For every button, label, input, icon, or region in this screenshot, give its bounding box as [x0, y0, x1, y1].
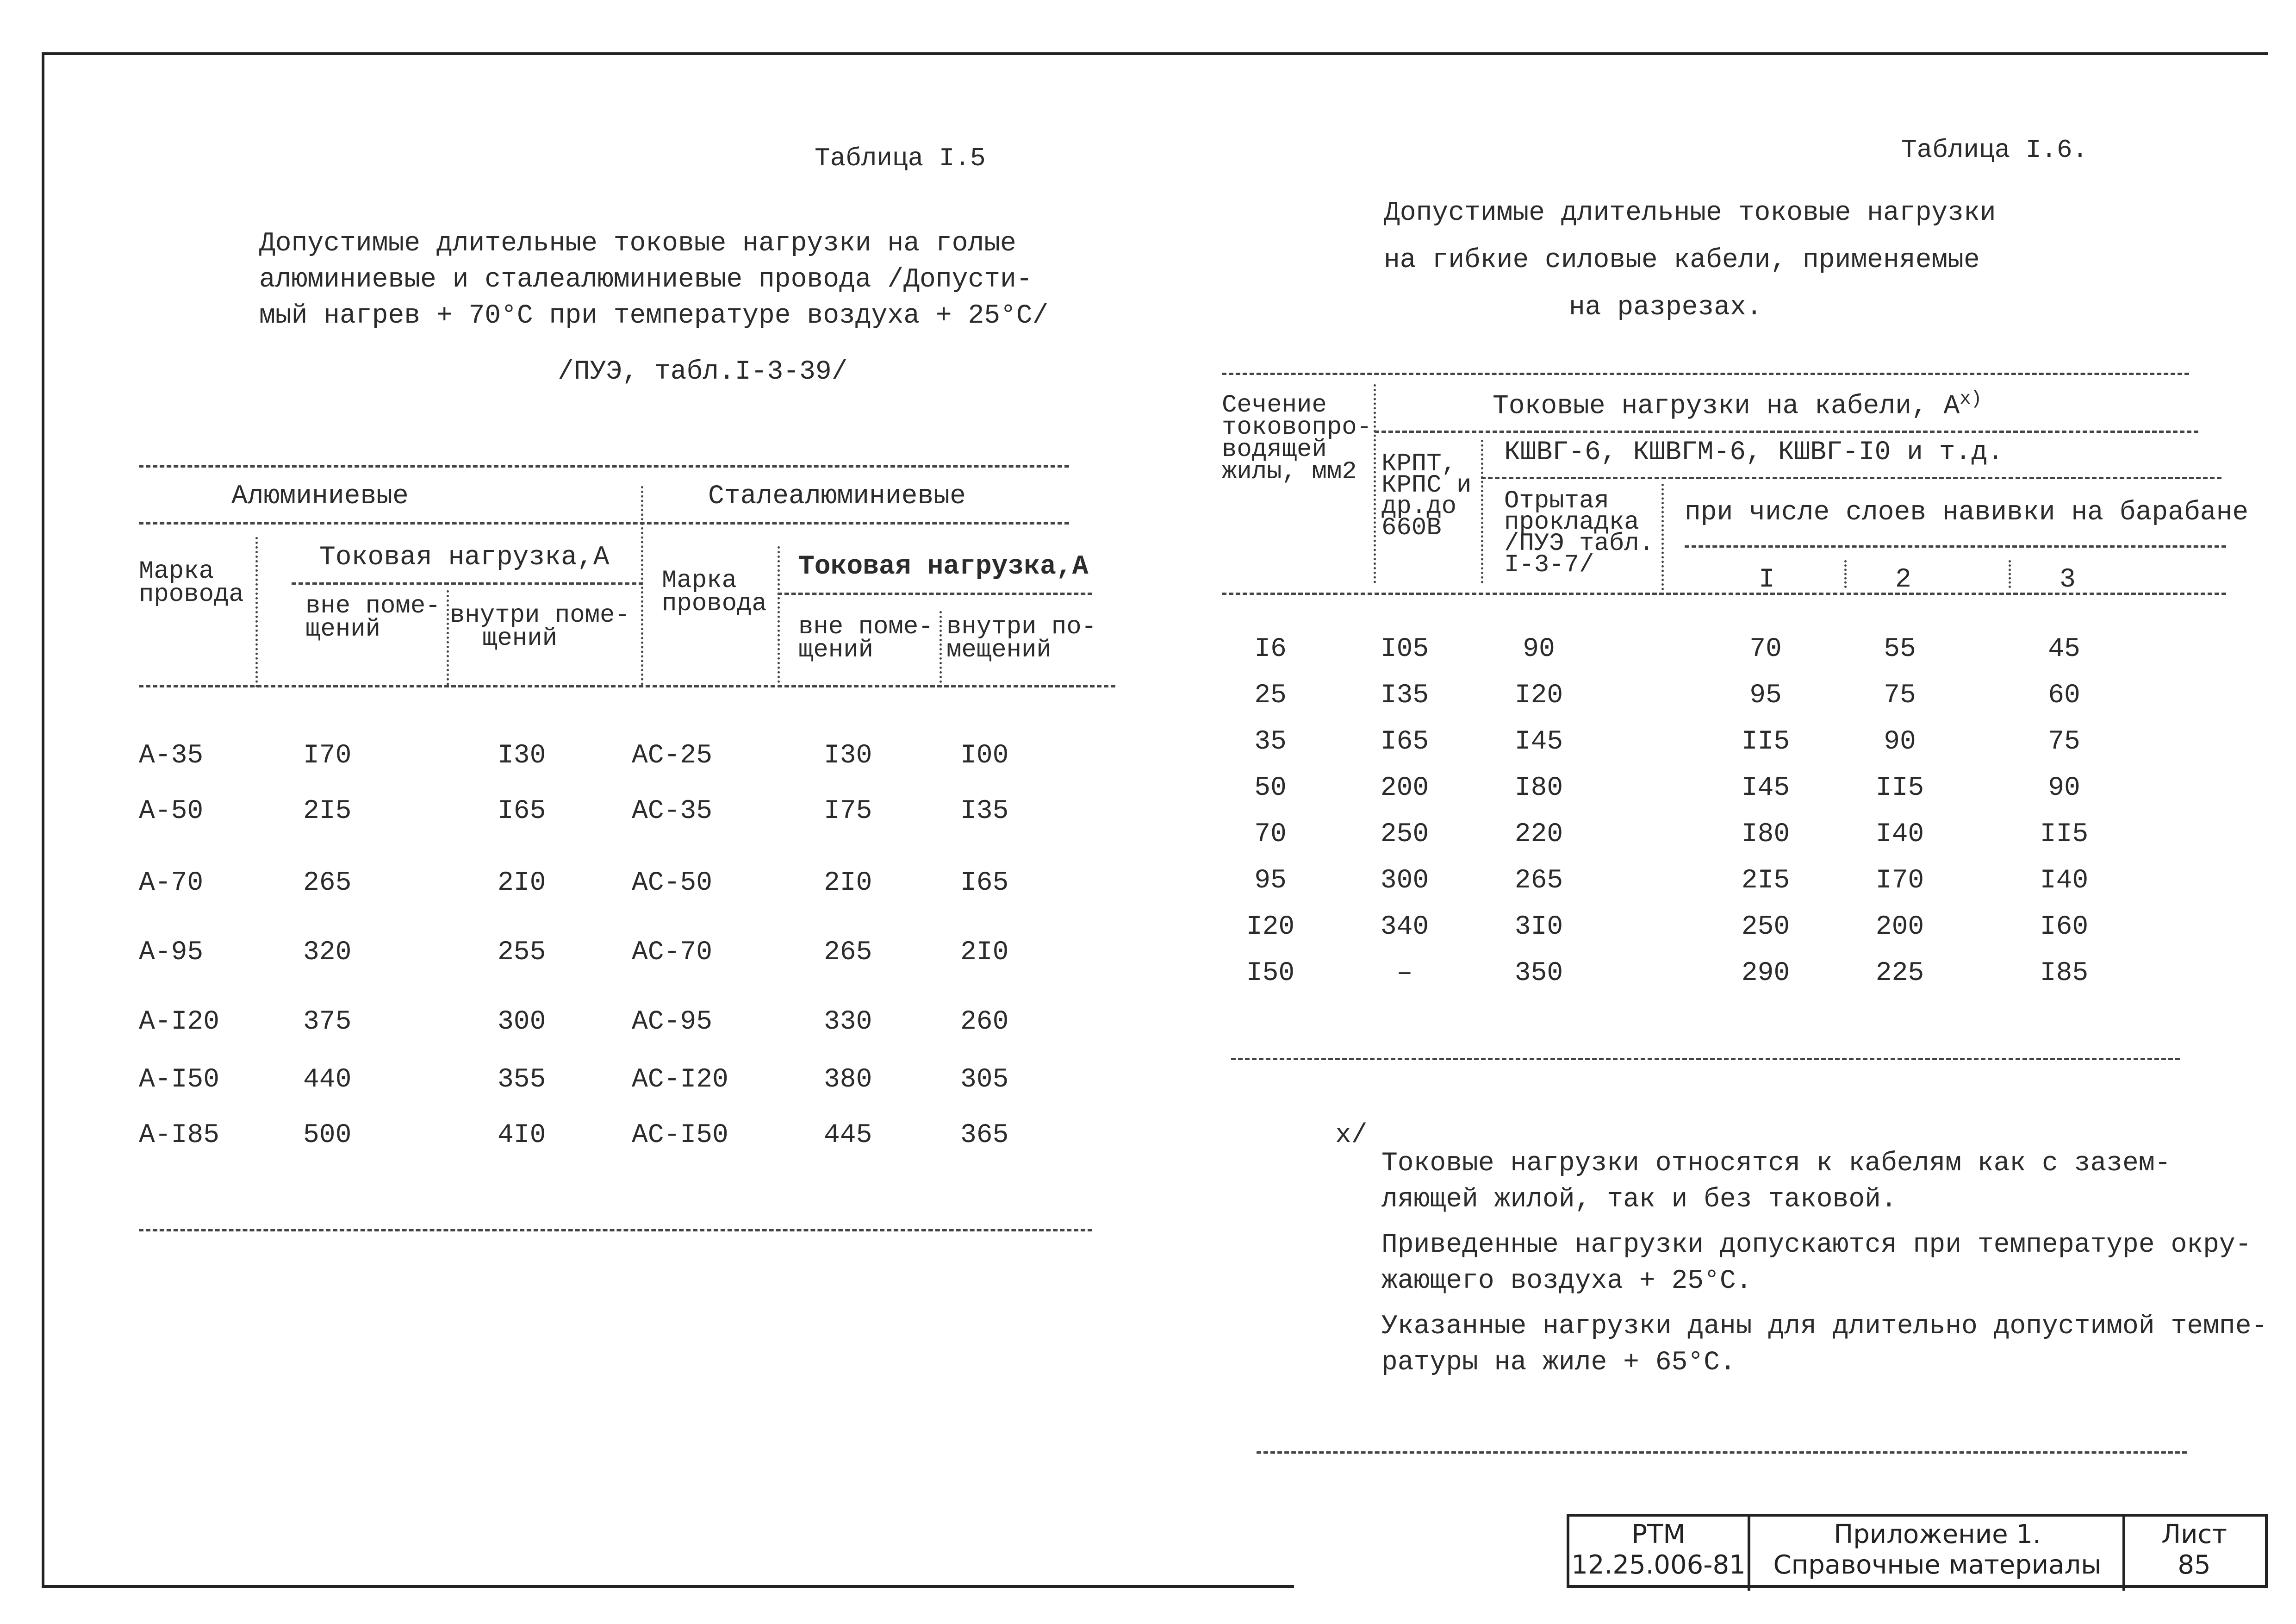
- cross-section-cell: 35: [1254, 727, 1287, 757]
- header-line: др.до: [1381, 493, 1457, 521]
- header-line: внутри поме-: [450, 601, 630, 630]
- krpt-cell: 250: [1380, 819, 1429, 849]
- open-laying-cell: I45: [1514, 727, 1563, 757]
- header-line: вне поме-: [305, 592, 441, 620]
- note-line: жающего воздуха + 25°С.: [1381, 1266, 1752, 1296]
- cross-section-cell: 95: [1254, 866, 1287, 896]
- header-line: щений: [798, 636, 874, 664]
- table-1-5-source: /ПУЭ, табл.I-3-39/: [558, 357, 848, 387]
- krpt-cell: 300: [1380, 866, 1429, 896]
- layer-2-cell: I70: [1875, 866, 1924, 896]
- layer-1-cell: II5: [1741, 727, 1790, 757]
- layer-3-header: 3: [2060, 565, 2076, 595]
- table-1-5-column-divider: [447, 590, 449, 685]
- table-1-5-title-line: мый нагрев + 70°С при температуре воздуха + 25°С/: [259, 301, 1049, 331]
- header-line: Марка: [139, 557, 214, 586]
- header-line: внутри по-: [946, 613, 1097, 641]
- al-outdoor-cell: 375: [303, 1007, 352, 1037]
- stamp-doc-code: [1569, 1519, 1748, 1580]
- notes-block: [1381, 1146, 2267, 1381]
- steel-outdoor-cell: 2I0: [824, 868, 872, 898]
- al-indoor-cell: 255: [498, 937, 546, 968]
- footnote-ref: х): [1960, 389, 1982, 410]
- al-indoor-cell: 4I0: [498, 1120, 546, 1150]
- steel-indoor-cell: 260: [960, 1007, 1009, 1037]
- title-stamp: [1567, 1514, 2268, 1588]
- krpt-cell: I65: [1380, 727, 1429, 757]
- table-1-5-caption: Таблица I.5: [815, 144, 986, 173]
- table-1-6-rule: [1231, 1058, 2180, 1060]
- layer-1-cell: I80: [1741, 819, 1790, 849]
- cross-section-cell: I50: [1246, 958, 1295, 988]
- al-indoor-cell: I30: [498, 741, 546, 771]
- steel-outdoor-cell: I30: [824, 741, 872, 771]
- open-laying-cell: I80: [1514, 773, 1563, 803]
- al-indoor-cell: 355: [498, 1065, 546, 1095]
- table-1-5-column-divider: [255, 537, 258, 687]
- open-laying-cell: 350: [1514, 958, 1563, 988]
- open-laying-cell: I20: [1514, 681, 1563, 711]
- table-1-6-title: [1384, 190, 1996, 331]
- header-line: КРПТ,: [1381, 450, 1457, 478]
- cross-section-cell: 25: [1254, 681, 1287, 711]
- steel-outdoor-cell: 445: [824, 1120, 872, 1150]
- table-1-5-rule: [292, 582, 643, 585]
- layer-1-cell: 70: [1749, 634, 1782, 664]
- header-line: мещений: [946, 636, 1052, 664]
- layer-2-cell: 75: [1884, 681, 1916, 711]
- header-line: /ПУЭ табл.: [1504, 530, 1655, 558]
- steel-indoor-cell: I00: [960, 741, 1009, 771]
- table-1-6-column-divider: [1844, 560, 1847, 588]
- steel-mark-header: [662, 569, 767, 616]
- table-1-6-title-line: Допустимые длительные токовые нагрузки: [1384, 198, 1996, 228]
- header-line: 660В: [1381, 514, 1442, 542]
- layer-3-cell: 45: [2048, 634, 2080, 664]
- table-1-6-column-divider: [1374, 384, 1376, 583]
- steel-indoor-cell: 305: [960, 1065, 1009, 1095]
- krpt-cell: 340: [1380, 912, 1429, 942]
- al-outdoor-cell: 440: [303, 1065, 352, 1095]
- group-steel-aluminium-label: Сталеалюминиевые: [708, 481, 966, 512]
- stamp-sheet-label: Лист: [2161, 1519, 2227, 1549]
- frame-left-edge: [42, 52, 44, 1587]
- al-mark-header: [139, 557, 244, 609]
- layers-header: при числе слоев навивки на барабане: [1685, 498, 2249, 528]
- layer-2-cell: 200: [1875, 912, 1924, 942]
- cross-section-header: [1222, 391, 1372, 486]
- steel-outdoor-cell: 380: [824, 1065, 872, 1095]
- steel-outdoor-cell: 265: [824, 937, 872, 968]
- notes-bottom-rule: [1257, 1451, 2187, 1454]
- header-line: Сечение: [1222, 391, 1327, 419]
- stamp-sheet: [2125, 1519, 2264, 1580]
- open-laying-cell: 265: [1514, 866, 1563, 896]
- table-1-6-caption: Таблица I.6.: [1901, 135, 2088, 165]
- al-mark-cell: А-I20: [139, 1007, 220, 1037]
- layer-1-header: I: [1759, 565, 1775, 595]
- al-mark-cell: А-70: [139, 868, 204, 898]
- layer-3-cell: I40: [2040, 866, 2089, 896]
- open-laying-cell: 3I0: [1514, 912, 1563, 942]
- al-outdoor-cell: I70: [303, 741, 352, 771]
- krpt-cell: I05: [1380, 634, 1429, 664]
- cross-section-cell: I6: [1254, 634, 1287, 664]
- steel-load-header: Токовая нагрузка,А: [798, 552, 1089, 582]
- stamp-line: Справочные материалы: [1773, 1550, 2102, 1580]
- header-line: Марка: [662, 567, 737, 595]
- stamp-sheet-number: 85: [2178, 1550, 2211, 1580]
- layer-3-cell: I85: [2040, 958, 2089, 988]
- kshvg-header: КШВГ-6, КШВГМ-6, КШВГ-I0 и т.д.: [1504, 437, 2004, 468]
- cross-section-cell: 70: [1254, 819, 1287, 849]
- note-line: ратуры на жиле + 65°С.: [1381, 1348, 1736, 1378]
- frame-bottom-edge: [42, 1585, 1294, 1588]
- steel-indoor-cell: 365: [960, 1120, 1009, 1150]
- note-line: ляющей жилой, так и без таковой.: [1381, 1185, 1897, 1215]
- table-1-5-title-line: Допустимые длительные токовые нагрузки на голые: [259, 229, 1016, 259]
- header-line: водящей: [1222, 436, 1327, 464]
- header-line: щений: [305, 615, 381, 643]
- steel-mark-cell: АС-35: [632, 796, 713, 826]
- cross-section-cell: I20: [1246, 912, 1295, 942]
- header-line: I-3-7/: [1504, 551, 1594, 579]
- layer-2-cell: 90: [1884, 727, 1916, 757]
- header-line: провода: [662, 590, 767, 618]
- table-1-5-rule: [139, 465, 1069, 468]
- steel-mark-cell: АС-I50: [632, 1120, 728, 1150]
- layer-3-cell: I60: [2040, 912, 2089, 942]
- cross-section-cell: 50: [1254, 773, 1287, 803]
- table-1-6-rule: [1685, 545, 2226, 548]
- steel-outdoor-cell: 330: [824, 1007, 872, 1037]
- cable-loads-label: Токовые нагрузки на кабели, А: [1493, 391, 1960, 422]
- table-1-5-column-divider: [940, 611, 942, 687]
- krpt-cell: –: [1396, 958, 1413, 988]
- open-laying-cell: 90: [1523, 634, 1555, 664]
- layer-1-cell: 290: [1741, 958, 1790, 988]
- al-outdoor-cell: 2I5: [303, 796, 352, 826]
- table-1-6-title-line: на разрезах.: [1569, 293, 1762, 323]
- layer-1-cell: 95: [1749, 681, 1782, 711]
- layer-2-cell: 55: [1884, 634, 1916, 664]
- al-outdoor-cell: 320: [303, 937, 352, 968]
- al-mark-cell: А-50: [139, 796, 204, 826]
- table-1-6-title-line: на гибкие силовые кабели, применяемые: [1384, 245, 1980, 275]
- stamp-line: Приложение 1.: [1834, 1519, 2041, 1549]
- steel-indoor-header: [946, 613, 1097, 664]
- footnote-mark: х/: [1335, 1120, 1368, 1150]
- table-1-5-rule: [139, 685, 1115, 687]
- al-load-header: Токовая нагрузка,А: [319, 543, 610, 573]
- al-indoor-cell: 2I0: [498, 868, 546, 898]
- steel-mark-cell: АС-95: [632, 1007, 713, 1037]
- note-paragraph: [1381, 1227, 2267, 1299]
- steel-mark-cell: АС-50: [632, 868, 713, 898]
- stamp-line: РТМ: [1631, 1519, 1686, 1549]
- header-line: прокладка: [1504, 508, 1639, 537]
- note-line: Токовые нагрузки относятся к кабелям как с зазем-: [1381, 1149, 2171, 1179]
- layer-1-cell: 250: [1741, 912, 1790, 942]
- layer-1-cell: 2I5: [1741, 866, 1790, 896]
- al-mark-cell: А-35: [139, 741, 204, 771]
- krpt-header: [1381, 450, 1472, 542]
- header-line: жилы, мм2: [1222, 458, 1357, 486]
- stamp-line: 12.25.006-81: [1571, 1550, 1746, 1580]
- steel-outdoor-cell: I75: [824, 796, 872, 826]
- layer-3-cell: 90: [2048, 773, 2080, 803]
- layer-2-cell: II5: [1875, 773, 1924, 803]
- layer-1-cell: I45: [1741, 773, 1790, 803]
- steel-outdoor-header: [798, 613, 933, 664]
- header-line: КРПС и: [1381, 471, 1472, 500]
- note-line: Приведенные нагрузки допускаются при температуре окру-: [1381, 1230, 2252, 1260]
- layer-3-cell: 60: [2048, 681, 2080, 711]
- table-1-5-rule: [778, 593, 1092, 595]
- table-1-6-rule: [1222, 373, 2189, 375]
- cable-loads-header: [1493, 389, 1982, 421]
- open-laying-cell: 220: [1514, 819, 1563, 849]
- note-paragraph: [1381, 1309, 2267, 1381]
- header-line: провода: [139, 581, 244, 609]
- layer-2-cell: I40: [1875, 819, 1924, 849]
- table-1-6-rule: [1481, 477, 2221, 479]
- table-1-6-column-divider: [1481, 440, 1483, 583]
- steel-mark-cell: АС-I20: [632, 1065, 728, 1095]
- open-laying-header: [1504, 487, 1655, 579]
- table-1-5-column-divider: [778, 546, 780, 687]
- table-1-6-rule: [1222, 593, 2226, 595]
- steel-mark-cell: АС-25: [632, 741, 713, 771]
- frame-top-edge: [42, 52, 2268, 55]
- stamp-divider: [1748, 1517, 1750, 1591]
- table-1-5-rule: [139, 522, 1069, 525]
- al-mark-cell: А-I85: [139, 1120, 220, 1150]
- group-aluminium-label: Алюминиевые: [231, 481, 409, 512]
- header-line: токовопро-: [1222, 413, 1372, 442]
- layer-2-header: 2: [1895, 565, 1911, 595]
- layer-2-cell: 225: [1875, 958, 1924, 988]
- header-line: щений: [482, 625, 558, 653]
- table-1-5-title: [259, 226, 1048, 334]
- note-paragraph: [1381, 1146, 2267, 1218]
- steel-indoor-cell: I65: [960, 868, 1009, 898]
- table-1-5-column-divider: [641, 486, 643, 685]
- al-indoor-cell: I65: [498, 796, 546, 826]
- steel-mark-cell: АС-70: [632, 937, 713, 968]
- al-outdoor-cell: 500: [303, 1120, 352, 1150]
- al-mark-cell: А-95: [139, 937, 204, 968]
- al-outdoor-cell: 265: [303, 868, 352, 898]
- al-indoor-cell: 300: [498, 1007, 546, 1037]
- table-1-6-rule: [1375, 431, 2198, 433]
- al-indoor-header: [450, 601, 630, 653]
- table-1-6-column-divider: [1661, 484, 1664, 590]
- table-1-5-title-line: алюминиевые и сталеалюминиевые провода /Допусти-: [259, 265, 1033, 295]
- layer-3-cell: 75: [2048, 727, 2080, 757]
- header-line: Отрытая: [1504, 487, 1609, 515]
- stamp-section: [1755, 1519, 2120, 1580]
- steel-indoor-cell: 2I0: [960, 937, 1009, 968]
- table-1-5-rule: [139, 1229, 1092, 1231]
- krpt-cell: 200: [1380, 773, 1429, 803]
- steel-indoor-cell: I35: [960, 796, 1009, 826]
- note-line: Указанные нагрузки даны для длительно допустимой темпе-: [1381, 1312, 2268, 1342]
- al-outdoor-header: [305, 592, 441, 643]
- al-mark-cell: А-I50: [139, 1065, 220, 1095]
- header-line: вне поме-: [798, 613, 933, 641]
- krpt-cell: I35: [1380, 681, 1429, 711]
- table-1-6-column-divider: [2009, 560, 2011, 588]
- layer-3-cell: II5: [2040, 819, 2089, 849]
